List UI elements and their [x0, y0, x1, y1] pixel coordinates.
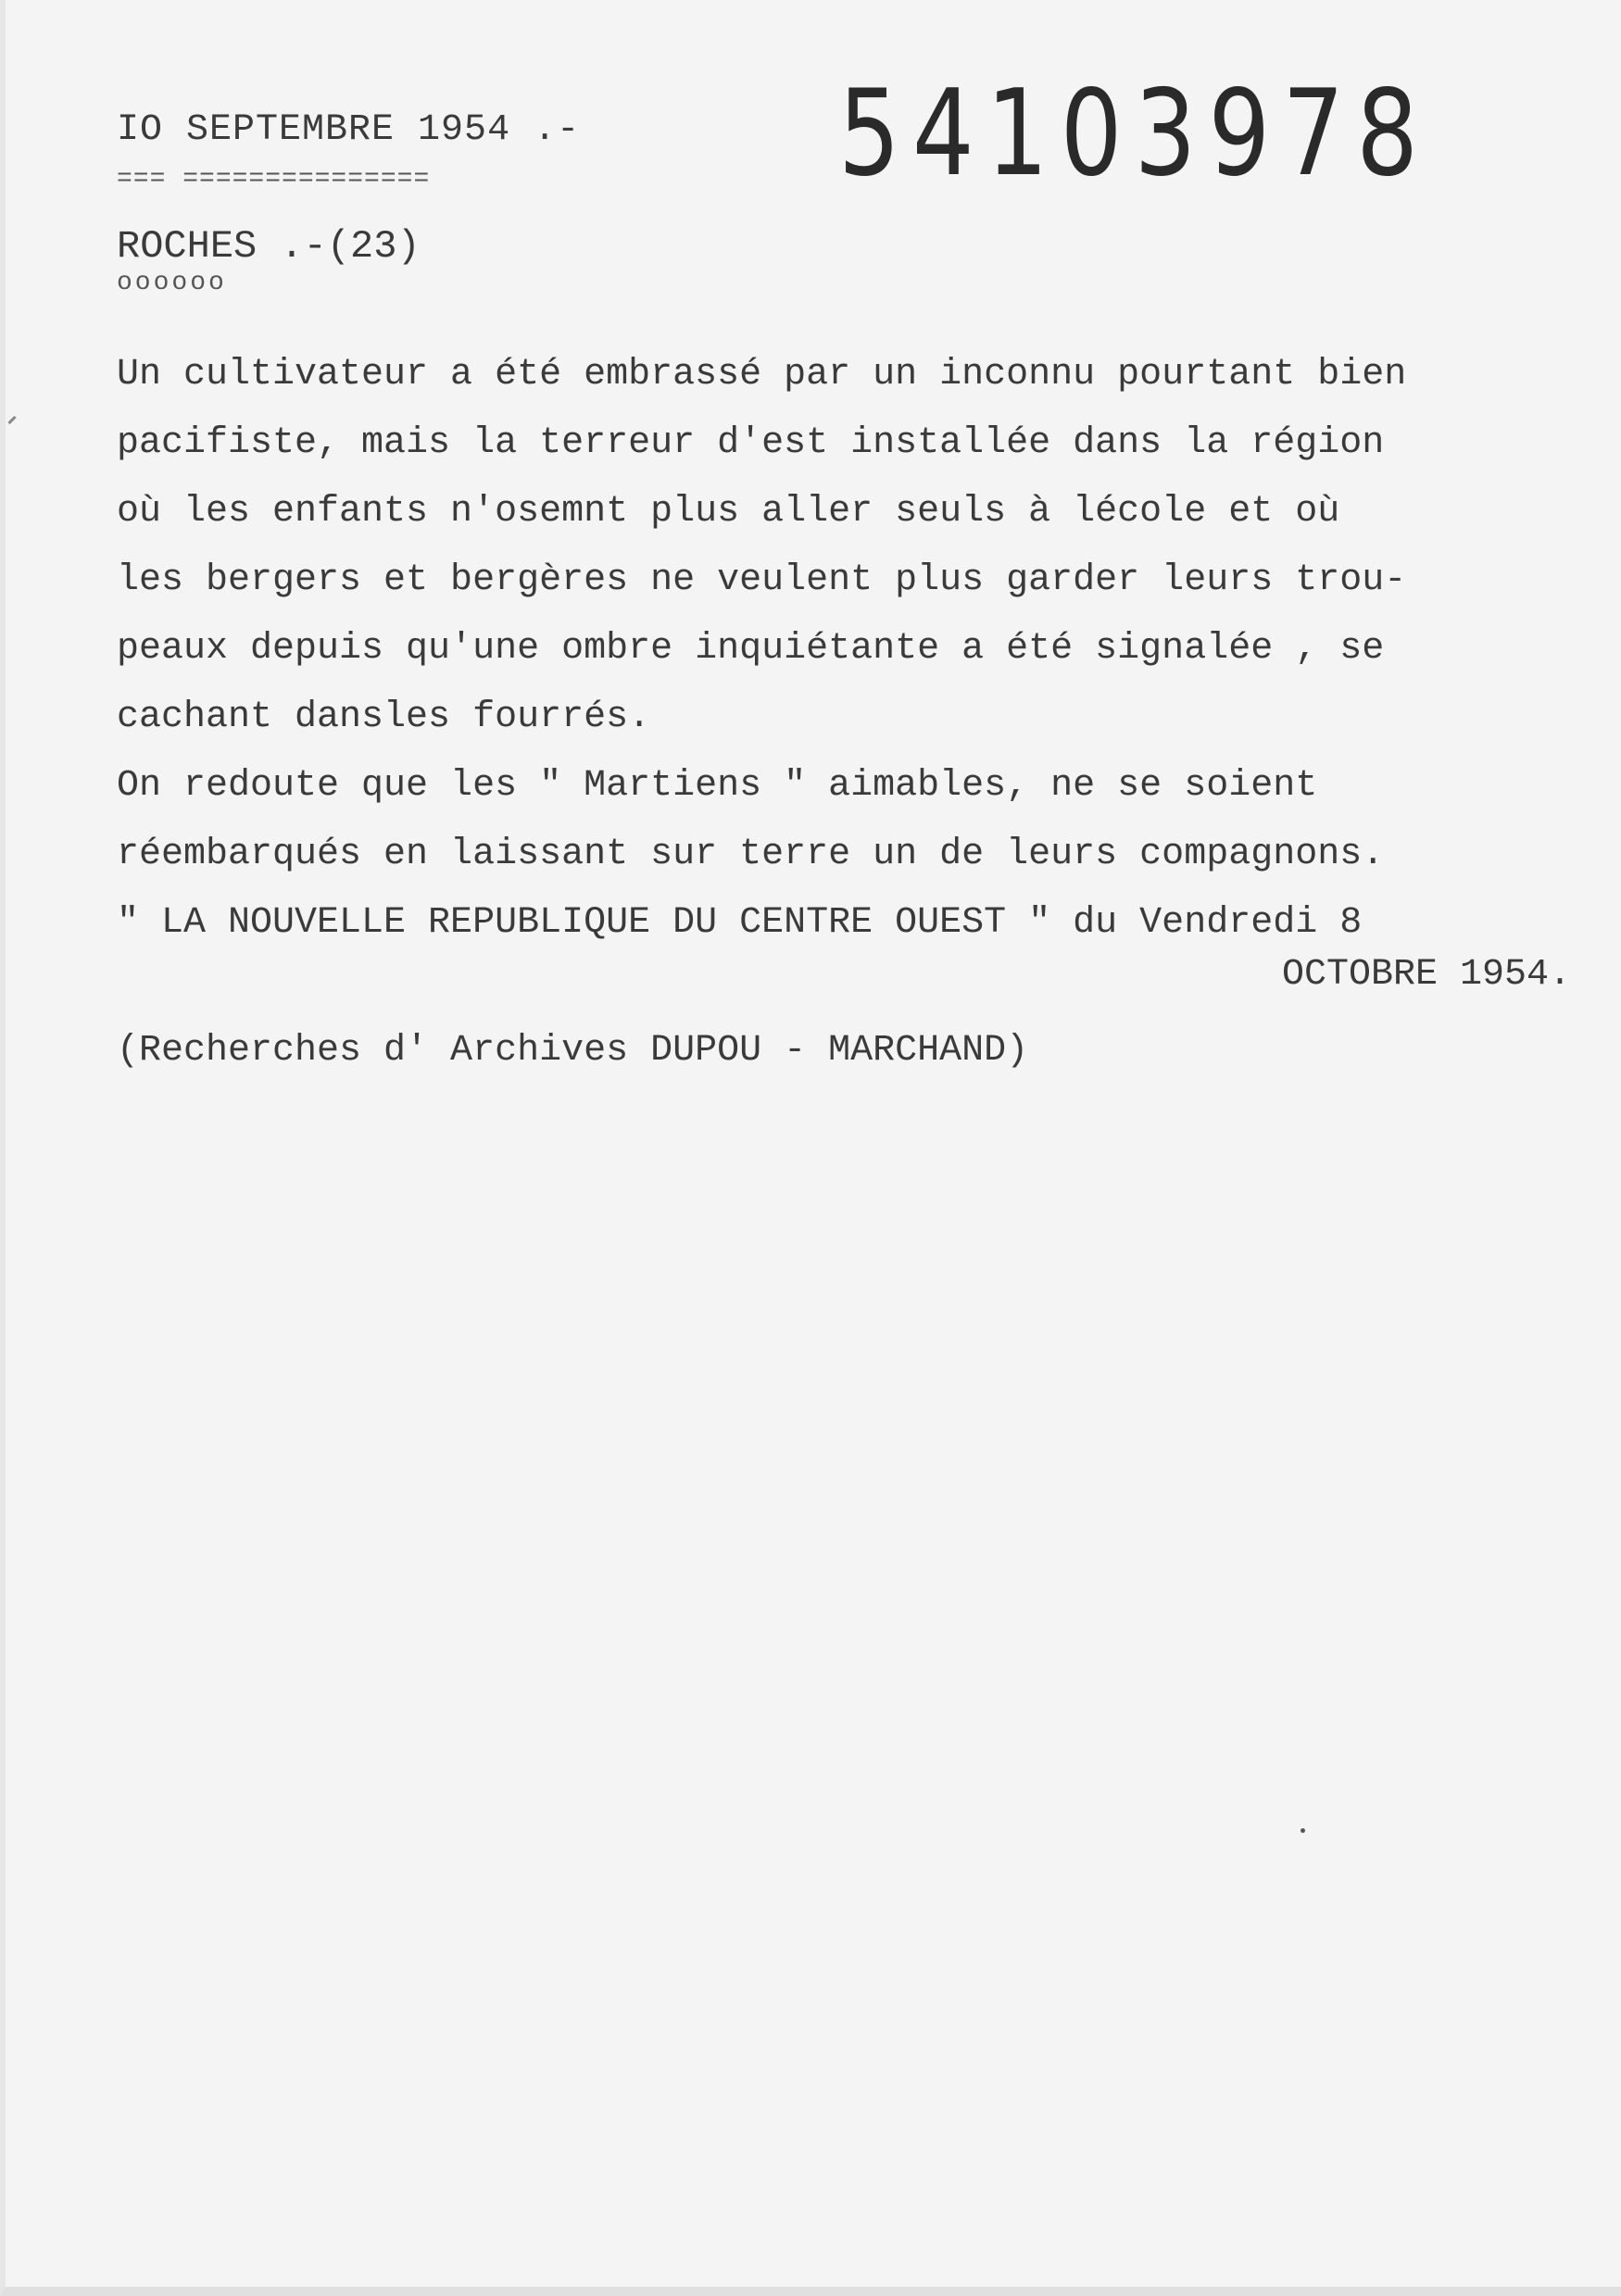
text-line: les bergers et bergères ne veulent plus garder leurs trou- [117, 559, 1407, 601]
text-line: réembarqués en laissant sur terre un de leurs compagnons. [117, 834, 1385, 875]
text-line: Un cultivateur a été embrassé par un inconnu pourtant bien [117, 354, 1407, 395]
article-text [117, 341, 1571, 1085]
margin-mark [7, 416, 16, 424]
text-line: On redoute que les " Martiens " aimables, ne se soient [117, 765, 1318, 807]
place-heading: ROCHES .-(23) [117, 224, 421, 269]
source-date: OCTOBRE 1954. [1281, 954, 1571, 996]
place-separator: oooooo [117, 269, 227, 297]
document-number: 54103978 [838, 65, 1431, 203]
text-line: peaux depuis qu'une ombre inquiétante a été signalée , se [117, 628, 1385, 670]
document-date: IO SEPTEMBRE 1954 .- [117, 109, 581, 151]
date-underline: === =============== [117, 165, 431, 194]
text-line: pacifiste, mais la terreur d'est installée dans la région [117, 422, 1385, 464]
text-line: cachant dansles fourrés. [117, 696, 651, 738]
stray-dot [1301, 1828, 1305, 1833]
source-line: " LA NOUVELLE REPUBLIQUE DU CENTRE OUEST " du Vendredi 8 [117, 902, 1363, 944]
text-line: où les enfants n'osemnt plus aller seuls à lécole et où [117, 491, 1340, 533]
archives-credit: (Recherches d' Archives DUPOU - MARCHAND) [117, 1030, 1029, 1072]
